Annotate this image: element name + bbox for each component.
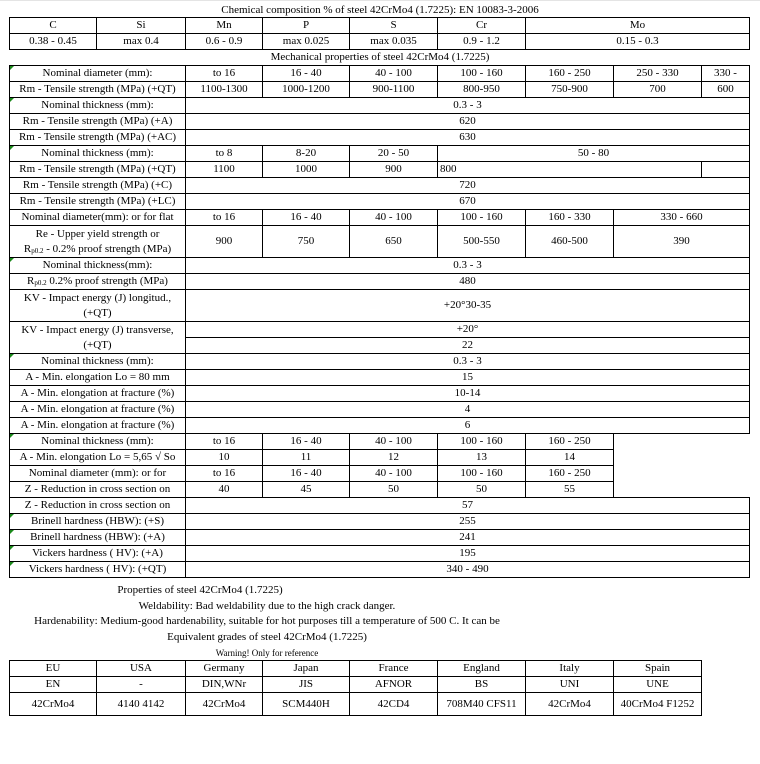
property-value: 160 - 250: [526, 434, 614, 450]
property-value: 45: [263, 482, 350, 498]
property-value: to 8: [186, 146, 263, 162]
property-label: Rm - Tensile strength (MPa) (+LC): [10, 194, 186, 210]
label-line: Re - Upper yield strength or: [35, 227, 160, 240]
empty-cell: [614, 434, 750, 450]
property-value: 6: [186, 418, 750, 434]
property-value: to 16: [186, 66, 263, 82]
element-header: C: [10, 18, 97, 34]
property-value: 750-900: [526, 82, 614, 98]
property-label: Rm - Tensile strength (MPa) (+C): [10, 178, 186, 194]
countrie-cell: Japan: [263, 661, 350, 677]
property-value: 0.3 - 3: [186, 98, 750, 114]
property-value: 10: [186, 450, 263, 466]
property-label: Nominal thickness (mm):: [10, 354, 186, 370]
chemical-header-row: [10, 18, 750, 34]
property-value: 620: [186, 114, 750, 130]
property-value: 40 - 100: [350, 466, 438, 482]
property-value: 13: [438, 450, 526, 466]
property-value: 4: [186, 402, 750, 418]
property-row: [10, 210, 750, 226]
property-row: [10, 194, 750, 210]
standard-cell: UNI: [526, 677, 614, 693]
standard-cell: EN: [10, 677, 97, 693]
property-row: [10, 274, 750, 290]
property-label: A - Min. elongation at fracture (%): [10, 418, 186, 434]
property-row: [10, 450, 750, 466]
label-line: KV - Impact energy (J) transverse,: [21, 323, 174, 336]
property-value: 50: [438, 482, 526, 498]
property-row: [10, 418, 750, 434]
property-value: 160 - 250: [526, 466, 614, 482]
grade-cell: 42CrMo4: [186, 693, 263, 716]
property-value: 11: [263, 450, 350, 466]
property-label: Nominal thickness (mm):: [10, 146, 186, 162]
countrie-cell: USA: [97, 661, 186, 677]
element-value: 0.38 - 0.45: [10, 34, 97, 50]
property-row: [10, 562, 750, 578]
grade-cell: 42CrMo4: [526, 693, 614, 716]
mechanical-properties-title: Mechanical properties of steel 42CrMo4 (1.7225): [270, 51, 490, 63]
property-value: 600: [702, 82, 750, 98]
label-text: - 0.2% proof strength (MPa): [43, 242, 172, 255]
equivalent-grades-title: Equivalent grades of steel 42CrMo4 (1.7225): [167, 631, 367, 643]
property-label: Z - Reduction in cross section on: [10, 482, 186, 498]
property-row: [10, 114, 750, 130]
property-value: 10-14: [186, 386, 750, 402]
property-value: 40 - 100: [350, 434, 438, 450]
countrie-cell: France: [350, 661, 438, 677]
property-value: 16 - 40: [263, 466, 350, 482]
property-value: 14: [526, 450, 614, 466]
property-value: 1100: [186, 162, 263, 178]
property-label: Rm - Tensile strength (MPa) (+QT): [10, 82, 186, 98]
property-row: [10, 98, 750, 114]
property-row: [10, 402, 750, 418]
mechanical-properties-table: [9, 65, 750, 578]
element-value: 0.6 - 0.9: [186, 34, 263, 50]
reference-warning: Warning! Only for reference: [215, 648, 319, 658]
property-row: [10, 386, 750, 402]
property-value: 20 - 50: [350, 146, 438, 162]
chemical-composition-title: Chemical composition % of steel 42CrMo4 (1.7225): EN 10083-3-2006: [221, 4, 539, 16]
property-value: 800: [438, 162, 702, 178]
label-text: 0.2% proof strength (MPa): [46, 275, 168, 287]
country-row: [10, 661, 702, 677]
label-line: (+QT): [83, 306, 112, 319]
property-label: Vickers hardness ( HV): (+QT): [10, 562, 186, 578]
property-value: 16 - 40: [263, 66, 350, 82]
property-value: 16 - 40: [263, 210, 350, 226]
property-value: [702, 162, 750, 178]
hardenability-text: Hardenability: Medium-good hardenability, suitable for hot purposes till a temperature of 500 C. It can be: [34, 615, 500, 627]
property-value: 330 -: [702, 66, 750, 82]
property-value: 40 - 100: [350, 210, 438, 226]
property-label: [10, 274, 186, 290]
property-label: Nominal diameter (mm): or for: [10, 466, 186, 482]
property-value: 57: [186, 498, 750, 514]
property-row: [10, 146, 750, 162]
property-value: +20°30-35: [186, 290, 750, 322]
countrie-cell: Germany: [186, 661, 263, 677]
property-value: 100 - 160: [438, 466, 526, 482]
property-value: 1000: [263, 162, 350, 178]
property-value: 100 - 160: [438, 434, 526, 450]
grade-cell: 42CrMo4: [10, 693, 97, 716]
property-label: Z - Reduction in cross section on: [10, 498, 186, 514]
element-value: 0.9 - 1.2: [438, 34, 526, 50]
property-label: Nominal thickness (mm):: [10, 98, 186, 114]
element-value: max 0.4: [97, 34, 186, 50]
property-value: 40: [186, 482, 263, 498]
property-label: Rm - Tensile strength (MPa) (+QT): [10, 162, 186, 178]
property-value: 330 - 660: [614, 210, 750, 226]
equivalent-grades-table: [9, 660, 702, 716]
property-value: 100 - 160: [438, 210, 526, 226]
property-row: [10, 178, 750, 194]
label-line: KV - Impact energy (J) longitud.,: [23, 291, 172, 304]
grade-cell: 4140 4142: [97, 693, 186, 716]
property-row: [10, 258, 750, 274]
property-label: A - Min. elongation at fracture (%): [10, 402, 186, 418]
property-value: 160 - 330: [526, 210, 614, 226]
property-label: [10, 322, 186, 354]
property-value: 900: [350, 162, 438, 178]
element-header: Mn: [186, 18, 263, 34]
property-value: 480: [186, 274, 750, 290]
property-value: 50 - 80: [438, 146, 750, 162]
property-value: 16 - 40: [263, 434, 350, 450]
property-label: Brinell hardness (HBW): (+S): [10, 514, 186, 530]
countrie-cell: EU: [10, 661, 97, 677]
property-label: Vickers hardness ( HV): (+A): [10, 546, 186, 562]
countrie-cell: Italy: [526, 661, 614, 677]
property-value: 720: [186, 178, 750, 194]
property-label: Nominal diameter (mm):: [10, 66, 186, 82]
property-row: [10, 434, 750, 450]
grade-cell: 708M40 CFS11: [438, 693, 526, 716]
standard-cell: -: [97, 677, 186, 693]
property-label: A - Min. elongation Lo = 80 mm: [10, 370, 186, 386]
standard-row: [10, 677, 702, 693]
property-label: [10, 290, 186, 322]
property-row: [10, 546, 750, 562]
property-value: 22: [186, 338, 750, 354]
property-value: 8-20: [263, 146, 350, 162]
property-value: 255: [186, 514, 750, 530]
label-line: (+QT): [83, 338, 112, 351]
property-label: Nominal thickness(mm):: [10, 258, 186, 274]
label-line: [12, 242, 183, 257]
weldability-text: Weldability: Bad weldability due to the high crack danger.: [138, 600, 396, 612]
property-row: [10, 354, 750, 370]
property-value: 100 - 160: [438, 66, 526, 82]
property-label: Rm - Tensile strength (MPa) (+A): [10, 114, 186, 130]
property-label: A - Min. elongation at fracture (%): [10, 386, 186, 402]
property-value: to 16: [186, 210, 263, 226]
property-value: 390: [614, 226, 750, 258]
property-row: [10, 66, 750, 82]
standard-cell: AFNOR: [350, 677, 438, 693]
property-label: Nominal thickness (mm):: [10, 434, 186, 450]
label-symbol: R: [23, 242, 32, 255]
property-value: 700: [614, 82, 702, 98]
grade-cell: 42CD4: [350, 693, 438, 716]
property-row: [10, 322, 750, 338]
property-value: 670: [186, 194, 750, 210]
property-row: [10, 290, 750, 322]
property-row: [10, 466, 750, 482]
property-value: 55: [526, 482, 614, 498]
empty-cell: [614, 482, 750, 498]
property-value: 900: [186, 226, 263, 258]
property-value: 0.3 - 3: [186, 354, 750, 370]
property-value: 650: [350, 226, 438, 258]
label-subscript: p0.2: [34, 279, 47, 287]
countrie-cell: England: [438, 661, 526, 677]
property-value: 630: [186, 130, 750, 146]
chemical-composition-table: [9, 17, 750, 50]
standard-cell: UNE: [614, 677, 702, 693]
property-value: 15: [186, 370, 750, 386]
label-symbol: R: [27, 275, 35, 287]
element-value: max 0.035: [350, 34, 438, 50]
property-label: A - Min. elongation Lo = 5,65 √ So: [10, 450, 186, 466]
property-value: +20°: [186, 322, 750, 338]
property-label: Rm - Tensile strength (MPa) (+AC): [10, 130, 186, 146]
element-value: 0.15 - 0.3: [526, 34, 750, 50]
property-label: Brinell hardness (HBW): (+A): [10, 530, 186, 546]
property-label: Nominal diameter(mm): or for flat: [10, 210, 186, 226]
property-row: [10, 482, 750, 498]
property-value: 1100-1300: [186, 82, 263, 98]
property-value: 0.3 - 3: [186, 258, 750, 274]
properties-title: Properties of steel 42CrMo4 (1.7225): [117, 584, 283, 596]
property-row: [10, 226, 750, 258]
element-header: S: [350, 18, 438, 34]
property-row: [10, 82, 750, 98]
property-value: 250 - 330: [614, 66, 702, 82]
property-value: 160 - 250: [526, 66, 614, 82]
property-value: 750: [263, 226, 350, 258]
property-value: to 16: [186, 466, 263, 482]
property-row: [10, 530, 750, 546]
standard-cell: DIN,WNr: [186, 677, 263, 693]
property-row: [10, 370, 750, 386]
chemical-values-row: [10, 34, 750, 50]
grade-cell: SCM440H: [263, 693, 350, 716]
property-value: 340 - 490: [186, 562, 750, 578]
empty-cell: [614, 466, 750, 482]
property-value: 241: [186, 530, 750, 546]
element-header: Cr: [438, 18, 526, 34]
grade-row: [10, 693, 702, 716]
property-label: [10, 226, 186, 258]
element-header: Mo: [526, 18, 750, 34]
countrie-cell: Spain: [614, 661, 702, 677]
standard-cell: BS: [438, 677, 526, 693]
label-subscript: p0.2: [31, 246, 44, 255]
element-header: Si: [97, 18, 186, 34]
property-value: to 16: [186, 434, 263, 450]
property-value: 12: [350, 450, 438, 466]
grade-cell: 40CrMo4 F1252: [614, 693, 702, 716]
property-row: [10, 514, 750, 530]
element-header: P: [263, 18, 350, 34]
property-row: [10, 130, 750, 146]
property-value: 50: [350, 482, 438, 498]
property-value: 460-500: [526, 226, 614, 258]
property-value: 40 - 100: [350, 66, 438, 82]
property-row: [10, 162, 750, 178]
property-value: 500-550: [438, 226, 526, 258]
property-row: [10, 498, 750, 514]
property-value: 195: [186, 546, 750, 562]
element-value: max 0.025: [263, 34, 350, 50]
empty-cell: [614, 450, 750, 466]
property-value: 1000-1200: [263, 82, 350, 98]
property-value: 900-1100: [350, 82, 438, 98]
property-value: 800-950: [438, 82, 526, 98]
standard-cell: JIS: [263, 677, 350, 693]
